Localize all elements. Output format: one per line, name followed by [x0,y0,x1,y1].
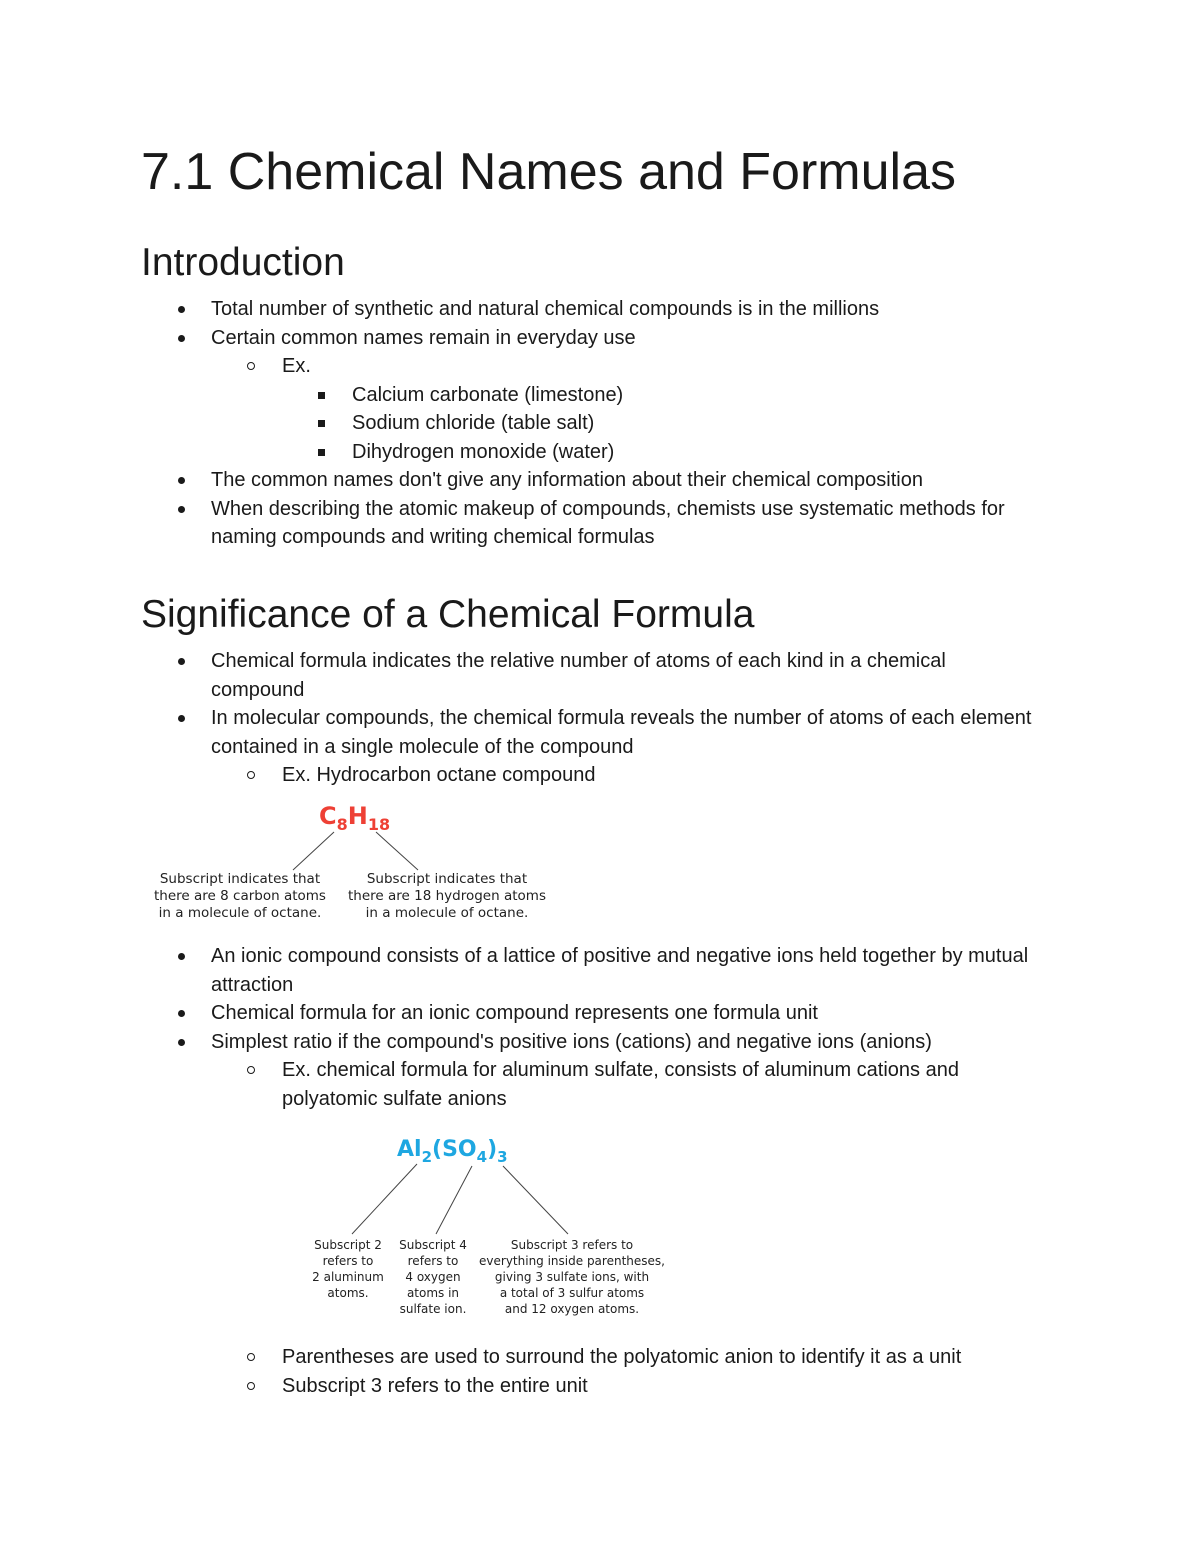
list-item: Subscript 3 refers to the entire unit [282,1372,1042,1401]
formula-carbon-subscript: 8 [336,815,348,834]
svg-text:Al2(SO4)3 [397,1137,508,1166]
formula-carbon: C [319,802,337,830]
formula-oxygen-subscript: 4 [476,1148,488,1166]
connector-line [436,1166,472,1234]
page-title: 7.1 Chemical Names and Formulas [141,143,956,201]
list-item: An ionic compound consists of a lattice of positive and negative ions held together by mutual attraction [211,942,1041,999]
formula-hydrogen: H [347,802,368,830]
subscript4-caption-line-1: Subscript 4 [399,1238,467,1252]
list-item: Dihydrogen monoxide (water) [352,438,1042,467]
list-item: Chemical formula indicates the relative number of atoms of each kind in a chemical compound [211,647,1041,704]
octane-left-caption-line-2: there are 8 carbon atoms [154,888,326,904]
formula-aluminum: Al [397,1137,422,1162]
octane-right-caption-line-3: in a molecule of octane. [365,905,529,921]
list-item: Certain common names remain in everyday use [211,324,1041,353]
connector-line [352,1164,417,1234]
subscript4-caption-line-3: 4 oxygen [405,1270,461,1284]
subscript4-caption-line-4: atoms in [406,1286,460,1300]
formula-outer-subscript: 3 [497,1148,508,1166]
subscript4-caption-line-5: sulfate ion. [399,1302,467,1316]
subscript3-caption-line-5: and 12 oxygen atoms. [504,1302,640,1316]
formula-sulfate-close: ) [487,1137,498,1162]
subscript2-caption-line-4: atoms. [327,1286,369,1300]
subscript2-caption-line-2: refers to [322,1254,374,1268]
svg-text:C8H18 [319,802,390,834]
list-item: The common names don't give any information about their chemical composition [211,466,1041,495]
subscript2-caption-line-3: 2 aluminum [312,1270,384,1284]
subscript2-caption-line-1: Subscript 2 [314,1238,382,1252]
formula-hydrogen-subscript: 18 [367,815,391,834]
octane-left-caption-line-3: in a molecule of octane. [158,905,322,921]
octane-left-caption-line-1: Subscript indicates that [159,871,321,887]
connector-line [503,1166,568,1234]
list-item: When describing the atomic makeup of compounds, chemists use systematic methods for naming compounds and writing chemical formulas [211,495,1041,552]
formula-sulfate-open: (SO [432,1137,477,1162]
list-item: Ex. [282,352,1042,381]
section-heading-significance: Significance of a Chemical Formula [141,593,755,636]
list-item: Parentheses are used to surround the polyatomic anion to identify it as a unit [282,1343,1042,1372]
subscript3-caption-line-1: Subscript 3 refers to [510,1238,634,1252]
list-item: Sodium chloride (table salt) [352,409,1042,438]
connector-line [293,832,334,870]
formula-aluminum-subscript: 2 [421,1148,433,1166]
octane-formula-diagram [140,796,570,928]
ionic-list [0,942,1200,1113]
octane-right-caption-line-1: Subscript indicates that [366,871,528,887]
introduction-list [0,295,1200,552]
subscript3-caption-line-4: a total of 3 sulfur atoms [499,1286,645,1300]
significance-list [0,647,1200,790]
subscript4-caption-line-2: refers to [407,1254,459,1268]
subscript3-caption-line-2: everything inside parentheses, [479,1254,665,1268]
aluminum-sulfate-formula-diagram [300,1126,680,1322]
list-item: Ex. Hydrocarbon octane compound [282,761,1042,790]
list-item: Total number of synthetic and natural chemical compounds is in the millions [211,295,1041,324]
parentheses-notes-list [0,1343,1200,1400]
list-item: Ex. chemical formula for aluminum sulfate, consists of aluminum cations and polyatomic sulfate anions [282,1056,1042,1113]
list-item: Calcium carbonate (limestone) [352,381,1042,410]
list-item: In molecular compounds, the chemical formula reveals the number of atoms of each element contained in a single molecule of the compound [211,704,1041,761]
subscript3-caption-line-3: giving 3 sulfate ions, with [494,1270,650,1284]
octane-right-caption-line-2: there are 18 hydrogen atoms [348,888,546,904]
connector-line [376,832,418,870]
list-item: Chemical formula for an ionic compound represents one formula unit [211,999,1041,1028]
list-item: Simplest ratio if the compound's positive ions (cations) and negative ions (anions) [211,1028,1041,1057]
section-heading-introduction: Introduction [141,241,345,284]
